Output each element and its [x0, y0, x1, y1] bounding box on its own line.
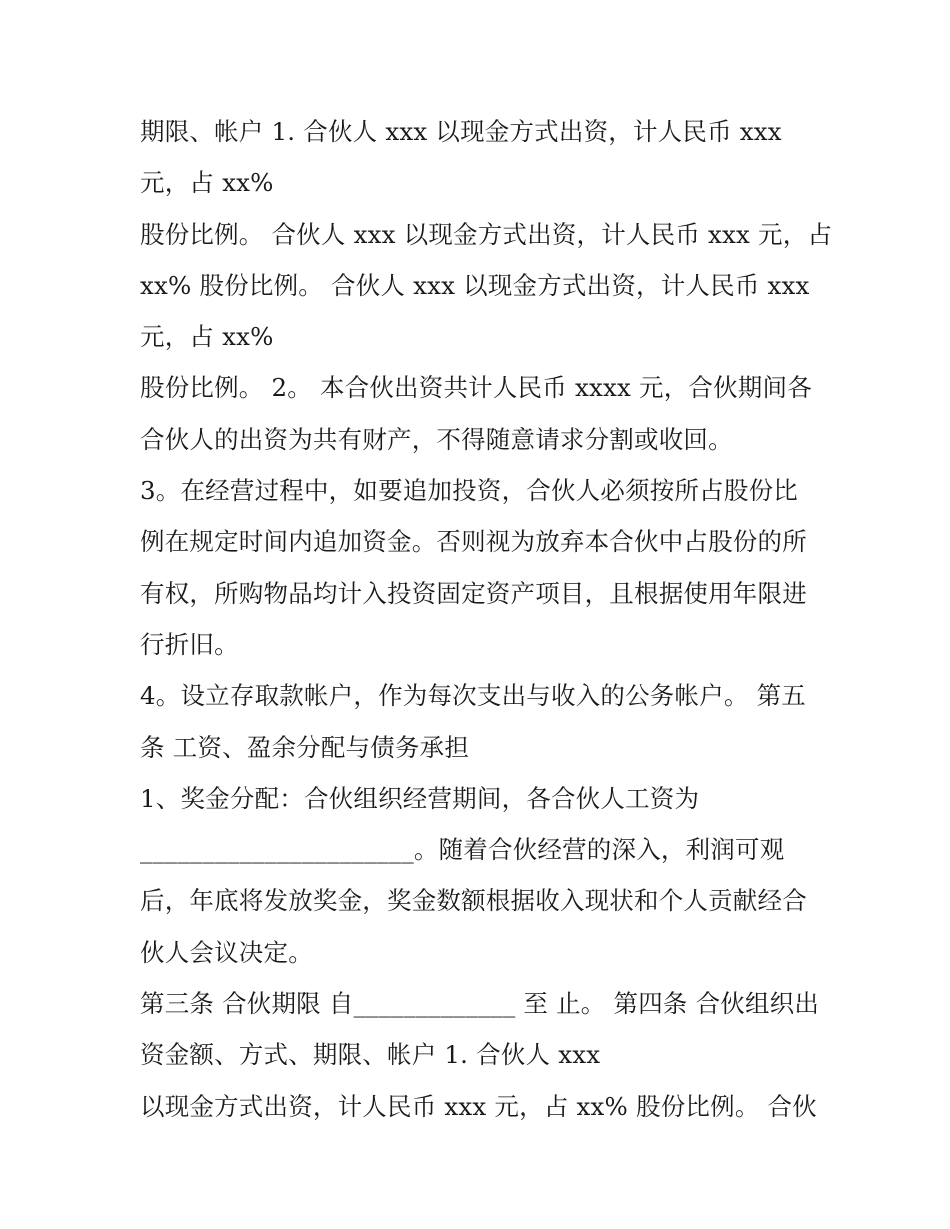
- text-line: 以现金方式出资，计人民币 xxx 元，占 xx% 股份比例。 合伙: [140, 1091, 817, 1121]
- text-line: 3。在经营过程中，如要追加投资，合伙人必须按所占股份比: [140, 476, 798, 506]
- text-line: 资金额、方式、期限、帐户 1. 合伙人 xxx: [140, 1040, 601, 1070]
- text-line: 4。设立存取款帐户，作为每次支出与收入的公务帐户。 第五: [140, 681, 806, 711]
- text-line: 1、奖金分配：合伙组织经营期间，各合伙人工资为: [140, 783, 700, 813]
- text-line: 合伙人的出资为共有财产，不得随意请求分割或收回。: [140, 424, 733, 454]
- text-line: 后，年底将发放奖金，奖金数额根据收入现状和个人贡献经合: [140, 886, 807, 916]
- text-line: 条 工资、盈余分配与债务承担: [140, 732, 470, 762]
- text-line: 例在规定时间内追加资金。否则视为放弃本合伙中占股份的所: [140, 527, 807, 557]
- text-line: 股份比例。 2。 本合伙出资共计人民币 xxxx 元，合伙期间各: [140, 373, 812, 403]
- text-line: 行折旧。: [140, 629, 239, 659]
- text-line: 股份比例。 合伙人 xxx 以现金方式出资，计人民币 xxx 元，占: [140, 219, 833, 249]
- text-line: 元，占 xx%: [140, 322, 274, 352]
- text-line: ______________________。随着合伙经营的深入，利润可观: [140, 835, 785, 865]
- text-line: xx% 股份比例。 合伙人 xxx 以现金方式出资，计人民币 xxx: [140, 270, 810, 300]
- text-line: 伙人会议决定。: [140, 937, 313, 967]
- text-line: 有权，所购物品均计入投资固定资产项目，且根据使用年限进: [140, 578, 807, 608]
- text-line: 第三条 合伙期限 自_____________ 至 止。 第四条 合伙组织出: [140, 989, 820, 1019]
- text-line: 期限、帐户 1. 合伙人 xxx 以现金方式出资，计人民币 xxx: [140, 117, 782, 146]
- text-line: 元，占 xx%: [140, 168, 274, 198]
- document-body: [140, 106, 833, 1132]
